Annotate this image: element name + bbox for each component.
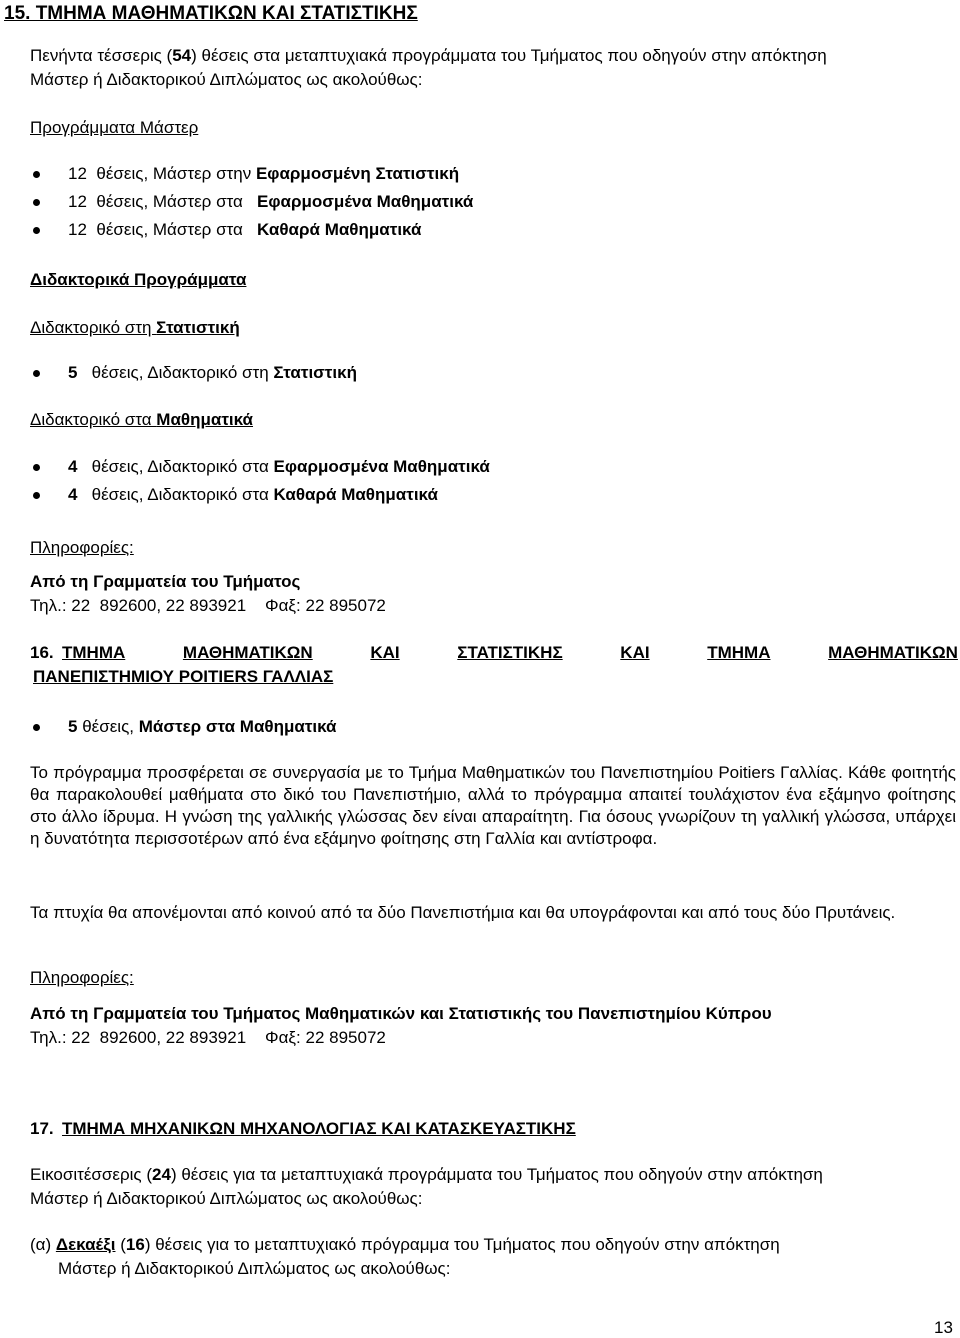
section-17-item-a-line2: Μάστερ ή Διδακτορικού Διπλώματος ως ακολούθως: (58, 1259, 451, 1278)
intro-text: ) θέσεις στα μεταπτυχιακά προγράμματα του Τμήματος που οδηγούν στην απόκτηση (191, 46, 827, 65)
info-heading: Πληροφορίες: (30, 538, 134, 557)
section-16-title-line2: ΠΑΝΕΠΙΣΤΗΜΙΟΥ POITIERS ΓΑΛΛΙΑΣ (33, 667, 334, 686)
section-16-paragraph-2: Τα πτυχία θα απονέμονται από κοινού από τα δύο Πανεπιστήμια και θα υπογράφονται και από τους δύο Πρυτάνεις. (30, 903, 896, 922)
section-15-intro-line2: Μάστερ ή Διδακτορικού Διπλώματος ως ακολούθως: (30, 70, 423, 89)
list-item: 12 θέσεις, Μάστερ στα Εφαρμοσμένα Μαθηματικά (68, 192, 474, 211)
intro-count: 54 (172, 46, 192, 65)
bullet-icon (33, 370, 40, 377)
info-tel: Τηλ.: 22 892600, 22 893921 Φαξ: 22 895072 (30, 1028, 386, 1047)
phd-stat-heading: Διδακτορικό στη Στατιστική (30, 318, 240, 337)
list-item: 5 θέσεις, Διδακτορικό στη Στατιστική (68, 363, 357, 382)
section-16-paragraph-1: Το πρόγραμμα προσφέρεται σε συνεργασία με το Τμήμα Μαθηματικών του Πανεπιστημίου Poitiers Γαλλίας. Κάθε φοιτητής θα παρακολουθεί μαθήματα στο δικό του Πανεπιστήμιο, αλλά το πρόγραμμα απαιτεί τουλάχιστον ένα εξάμηνο φοίτησης στο άλλο ίδρυμα. Η γνώση της γαλλικής γλώσσας δεν είναι απαραίτητη. Για όσους γνωρίζουν τη γαλλική γλώσσα, υπάρχει η δυνατότητα περισσοτέρων από ένα εξάμηνο φοίτησης στη Γαλλία και αντίστροφα. (30, 763, 956, 848)
info-from: Από τη Γραμματεία του Τμήματος Μαθηματικών και Στατιστικής του Πανεπιστημίου Κύπρου (30, 1004, 772, 1023)
section-17-item-a: (α) Δεκαέξι (16) θέσεις για το μεταπτυχιακό πρόγραμμα του Τμήματος που οδηγούν στην απόκτηση (30, 1235, 780, 1254)
phd-math-heading: Διδακτορικό στα Μαθηματικά (30, 410, 254, 429)
page-number: 13 (934, 1318, 953, 1337)
bullet-icon (33, 199, 40, 206)
bullet-icon (33, 724, 40, 731)
bullet-icon (33, 171, 40, 178)
section-16-title-line1: ΤΜΗΜΑ ΜΑΘΗΜΑΤΙΚΩΝ ΚΑΙ ΣΤΑΤΙΣΤΙΚΗΣ ΚΑΙ ΤΜΗΜΑ ΜΑΘΗΜΑΤΙΚΩΝ (62, 643, 958, 662)
list-item: 5 θέσεις, Μάστερ στα Μαθηματικά (68, 717, 337, 736)
section-15-intro-line1 (30, 46, 827, 66)
bullet-icon (33, 464, 40, 471)
info-from: Από τη Γραμματεία του Τμήματος (30, 572, 301, 591)
info-tel: Τηλ.: 22 892600, 22 893921 Φαξ: 22 895072 (30, 596, 386, 615)
bullet-icon (33, 227, 40, 234)
section-17-intro-line1: Εικοσιτέσσερις (24) θέσεις για τα μεταπτυχιακά προγράμματα του Τμήματος που οδηγούν στην απόκτηση (30, 1165, 823, 1184)
section-15-title: 15. ΤΜΗΜΑ ΜΑΘΗΜΑΤΙΚΩΝ ΚΑΙ ΣΤΑΤΙΣΤΙΚΗΣ (4, 3, 418, 24)
intro-text: Πενήντα τέσσερις ( (30, 46, 173, 65)
info-heading: Πληροφορίες: (30, 968, 134, 987)
list-item: 4 θέσεις, Διδακτορικό στα Καθαρά Μαθηματικά (68, 485, 438, 504)
section-17-intro-line2: Μάστερ ή Διδακτορικού Διπλώματος ως ακολούθως: (30, 1189, 423, 1208)
phd-heading: Διδακτορικά Προγράμματα (30, 270, 247, 289)
bullet-icon (33, 492, 40, 499)
list-item: 4 θέσεις, Διδακτορικό στα Εφαρμοσμένα Μαθηματικά (68, 457, 490, 476)
section-17-title: ΤΜΗΜΑ ΜΗΧΑΝΙΚΩΝ ΜΗΧΑΝΟΛΟΓΙΑΣ ΚΑΙ ΚΑΤΑΣΚΕΥΑΣΤΙΚΗΣ (62, 1119, 576, 1138)
list-item: 12 θέσεις, Μάστερ στην Εφαρμοσμένη Στατιστική (68, 164, 460, 183)
section-17-number: 17. (30, 1119, 54, 1138)
masters-heading: Προγράμματα Μάστερ (30, 118, 199, 137)
section-16-number: 16. (30, 643, 54, 662)
list-item: 12 θέσεις, Μάστερ στα Καθαρά Μαθηματικά (68, 220, 422, 239)
